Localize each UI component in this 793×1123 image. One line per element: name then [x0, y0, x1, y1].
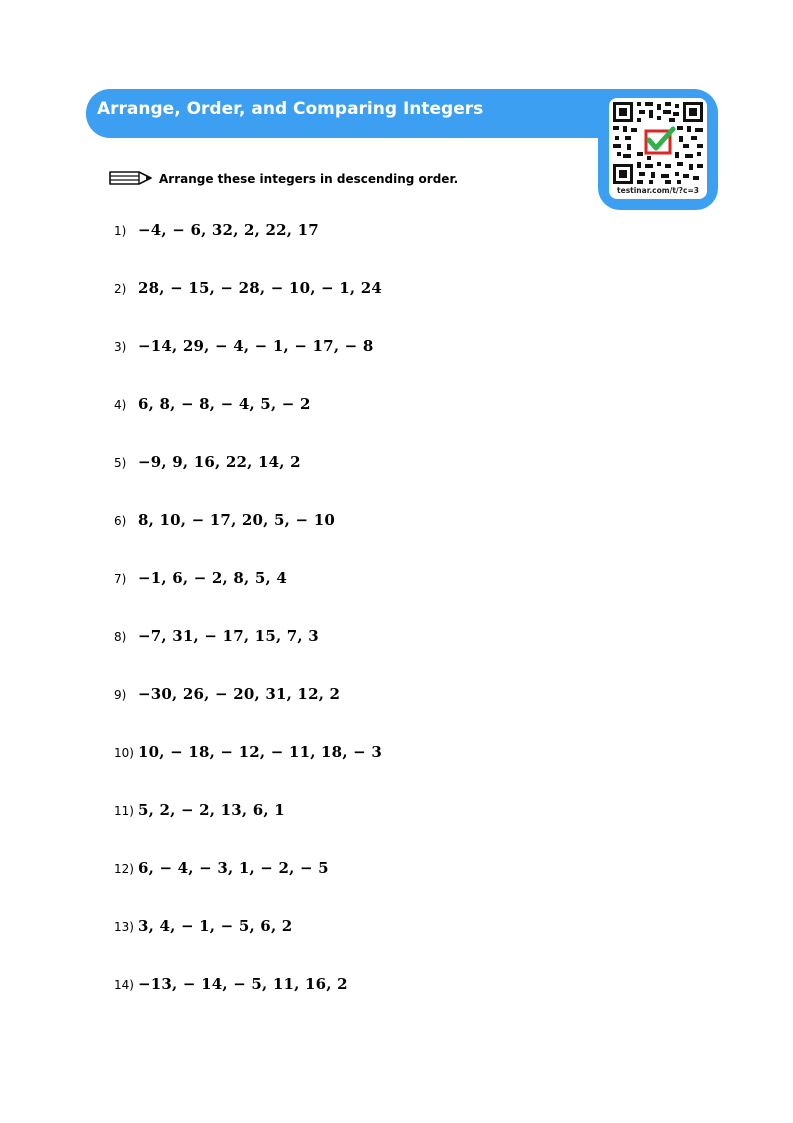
problem-item	[114, 395, 311, 413]
page-title: Arrange, Order, and Comparing Integers	[97, 99, 484, 119]
problem-number: 2)	[114, 282, 127, 296]
problem-number: 8)	[114, 630, 127, 644]
problem-values: −7, 31, − 17, 15, 7, 3	[138, 627, 319, 645]
problem-values: −13, − 14, − 5, 11, 16, 2	[138, 975, 348, 993]
problem-values: 28, − 15, − 28, − 10, − 1, 24	[138, 279, 382, 297]
problem-values: −30, 26, − 20, 31, 12, 2	[138, 685, 341, 703]
problem-number: 13)	[114, 920, 134, 934]
problem-item	[114, 917, 292, 935]
problem-values: 6, 8, − 8, − 4, 5, − 2	[138, 395, 311, 413]
problem-item	[114, 569, 287, 587]
problem-item	[114, 975, 348, 993]
problem-item	[114, 627, 319, 645]
problem-number: 5)	[114, 456, 127, 470]
problem-item	[114, 685, 340, 703]
qr-code-icon[interactable]	[613, 102, 703, 184]
problem-number: 6)	[114, 514, 127, 528]
problem-number: 4)	[114, 398, 127, 412]
problem-item	[114, 453, 301, 471]
problem-number: 1)	[114, 224, 127, 238]
problem-values: −1, 6, − 2, 8, 5, 4	[138, 569, 288, 587]
problem-values: 5, 2, − 2, 13, 6, 1	[138, 801, 285, 819]
problem-values: −14, 29, − 4, − 1, − 17, − 8	[138, 337, 374, 355]
problem-number: 10)	[114, 746, 134, 760]
problem-item	[114, 743, 382, 761]
problem-values: 8, 10, − 17, 20, 5, − 10	[138, 511, 335, 529]
problem-item	[114, 801, 285, 819]
problem-item	[114, 337, 374, 355]
problem-values: 10, − 18, − 12, − 11, 18, − 3	[138, 743, 382, 761]
problem-item	[114, 279, 382, 297]
problem-number: 14)	[114, 978, 134, 992]
instruction-text: Arrange these integers in descending order.	[159, 172, 459, 186]
problem-values: 6, − 4, − 3, 1, − 2, − 5	[138, 859, 329, 877]
pencil-icon	[109, 169, 153, 187]
problem-values: −9, 9, 16, 22, 14, 2	[138, 453, 301, 471]
problem-item	[114, 859, 329, 877]
problem-number: 11)	[114, 804, 134, 818]
problem-number: 7)	[114, 572, 127, 586]
problem-values: 3, 4, − 1, − 5, 6, 2	[138, 917, 293, 935]
problem-number: 3)	[114, 340, 127, 354]
problem-item	[114, 221, 319, 239]
problem-values: −4, − 6, 32, 2, 22, 17	[138, 221, 319, 239]
problem-number: 12)	[114, 862, 134, 876]
problem-number: 9)	[114, 688, 127, 702]
problem-item	[114, 511, 335, 529]
qr-url-text[interactable]: testinar.com/t/?c=3	[617, 186, 699, 195]
